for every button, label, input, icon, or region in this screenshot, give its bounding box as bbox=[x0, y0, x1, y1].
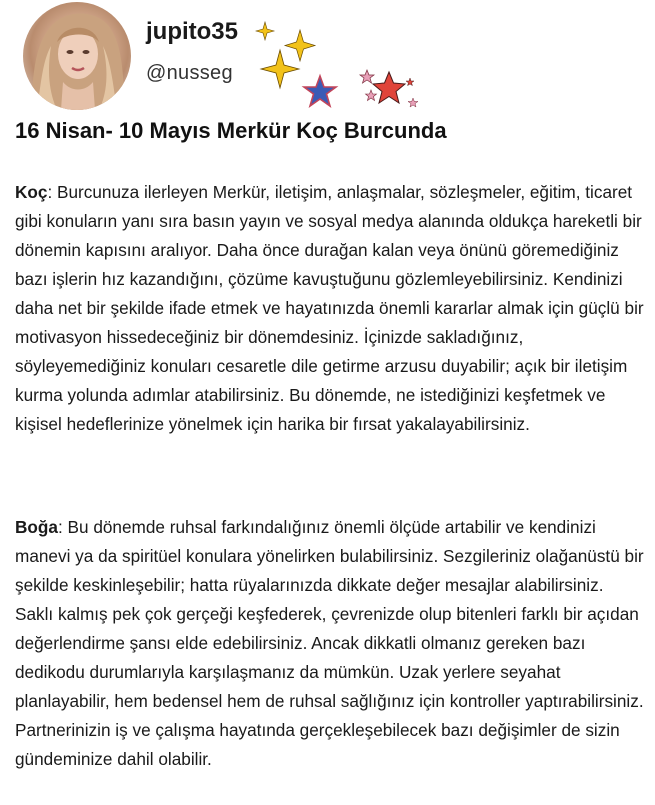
profile-header bbox=[0, 0, 655, 115]
star-icon bbox=[360, 70, 374, 83]
star-icon bbox=[304, 76, 336, 106]
section-text: : Burcunuza ilerleyen Merkür, iletişim, anlaşmalar, sözleşmeler, eğitim, ticaret gibi konuların yanı sıra basın yayın ve sosyal medya alanında oldukça hareketli bir dönemin kapısını aralıyor. Daha önce durağan kalan veya önünü göremediğiniz bazı işlerin hız kazandığını, çözüme kavuştuğunu gözlemleyebilirsiniz. Kendinizi daha net bir şekilde ifade etmek ve hayatınızda önemli kararlar almak için güçlü bir motivasyon hissedeceğiniz bir dönemdesiniz. İçinizde sakladığınız, söyleyemediğiniz konuları cesaretle dile getirme arzusu duyabilir; açık bir iletişim kurma yolunda adımlar atabilirsiniz. Bu dönemde, ne istediğinizi keşfetmek ve kişisel hedeflerinize yönelmek için harika bir fırsat yakalayabilirsiniz. bbox=[15, 182, 644, 434]
section-koc bbox=[15, 178, 645, 439]
star-icon bbox=[408, 98, 418, 107]
section-boga bbox=[15, 513, 645, 774]
section-text: : Bu dönemde ruhsal farkındalığınız önemli ölçüde artabilir ve kendinizi manevi ya da spiritüel konulara yönelirken bulabilirsiniz. Sezgileriniz olağanüstü bir şekilde keskinleşebilir; hatta rüyalarınızda dikkate değer mesajlar alabilirsiniz. Saklı kalmış pek çok gerçeği keşfederek, çevrenizde olup bitenleri farklı bir açıdan değerlendirme şansı elde edebilirsiniz. Ancak dikkatli olmanız gereken bazı dedikodu durumlarıyla karşılaşmanız da mümkün. Uzak yerlere seyahat planlayabilir, hem bedensel hem de ruhsal sağlığınız için kontroller yaptırabilirsiniz. Partnerinizin iş ve çalışma hayatında gerçekleşebilecek bazı değişimler de sizin gündeminize dahil olabilir. bbox=[15, 517, 644, 769]
star-icon bbox=[406, 78, 414, 86]
star-icon bbox=[366, 90, 377, 101]
stars-decoration bbox=[255, 18, 435, 113]
avatar[interactable] bbox=[23, 2, 131, 110]
username[interactable]: jupito35 bbox=[146, 18, 239, 45]
sparkle-icon bbox=[256, 22, 274, 40]
user-handle[interactable]: @nusseg bbox=[146, 62, 233, 84]
star-icon bbox=[373, 72, 405, 103]
post-title: 16 Nisan- 10 Mayıs Merkür Koç Burcunda bbox=[15, 118, 447, 143]
sign-name: Koç bbox=[15, 182, 48, 202]
sign-name: Boğa bbox=[15, 517, 58, 537]
sparkle-icon bbox=[261, 50, 299, 88]
sparkle-icon bbox=[285, 30, 315, 61]
